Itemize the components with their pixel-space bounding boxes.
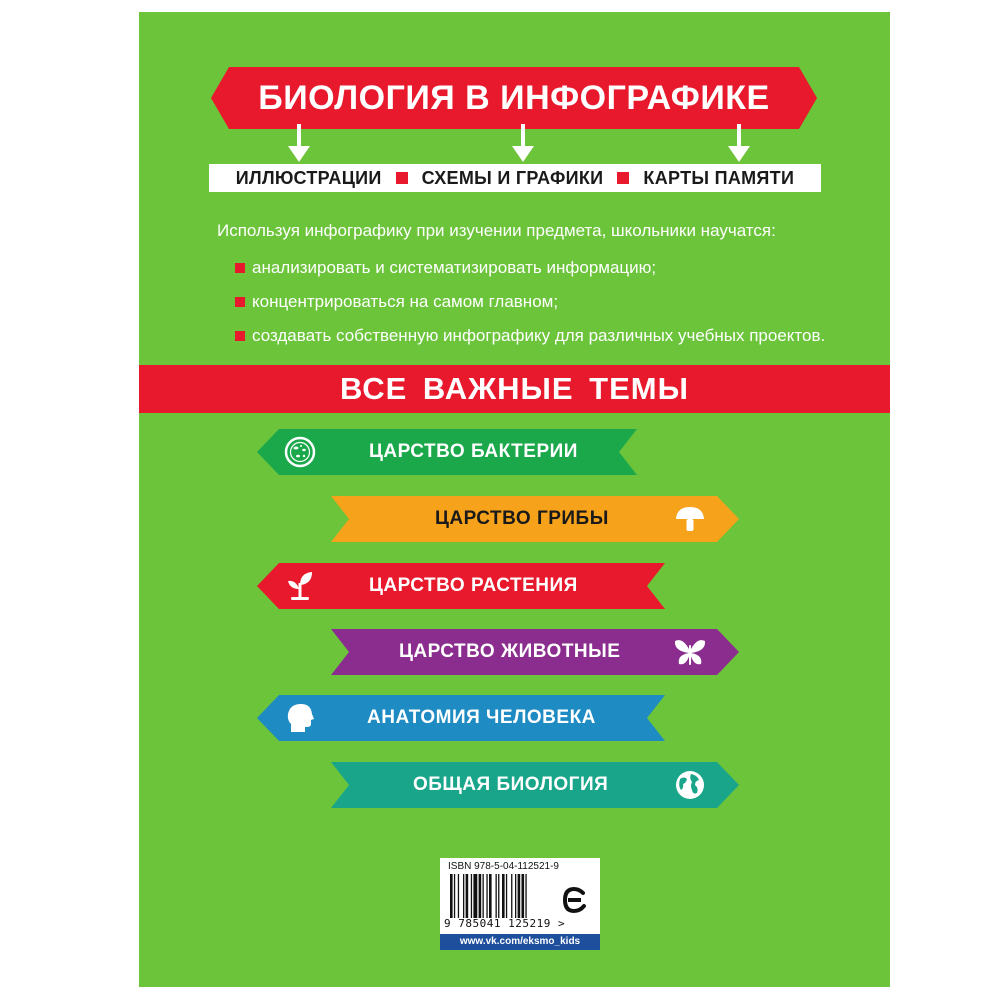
intro-text: Используя инфографику при изучении предмета, школьники научатся: xyxy=(217,221,776,240)
benefits-list xyxy=(235,257,875,359)
topic-ribbon-fungi xyxy=(331,496,739,542)
topic-label: ОБЩАЯ БИОЛОГИЯ xyxy=(413,774,609,795)
feature-separator xyxy=(396,172,408,184)
butterfly-icon xyxy=(671,633,709,671)
topic-ribbon-bacteria xyxy=(257,429,637,475)
list-item-text: создавать собственную инфографику для различных учебных проектов. xyxy=(252,326,826,345)
human-head-icon xyxy=(281,699,319,737)
vk-link[interactable]: www.vk.com/eksmo_kids xyxy=(440,934,600,950)
list-item xyxy=(235,325,875,347)
topic-label: ЦАРСТВО РАСТЕНИЯ xyxy=(369,575,578,596)
eksmo-logo-icon xyxy=(559,884,591,916)
sprout-icon xyxy=(281,567,319,605)
feature-illustrations: ИЛЛЮСТРАЦИИ xyxy=(235,167,382,188)
book-title: БИОЛОГИЯ В ИНФОГРАФИКЕ xyxy=(258,79,770,117)
feature-mind-maps: КАРТЫ ПАМЯТИ xyxy=(643,167,795,188)
title-banner xyxy=(211,67,817,129)
barcode-digits: 9 785041 125219 > xyxy=(444,917,566,930)
topic-label: ЦАРСТВО БАКТЕРИИ xyxy=(369,441,578,462)
down-arrow-icon xyxy=(287,124,311,164)
features-strip xyxy=(209,164,821,192)
down-arrow-icon xyxy=(511,124,535,164)
bullet-marker xyxy=(235,331,245,341)
globe-icon xyxy=(671,766,709,804)
mushroom-icon xyxy=(671,500,709,538)
topic-label: ЦАРСТВО ЖИВОТНЫЕ xyxy=(399,641,621,662)
barcode-icon xyxy=(450,874,556,918)
topic-ribbon-anatomy xyxy=(257,695,665,741)
topic-label: АНАТОМИЯ ЧЕЛОВЕКА xyxy=(367,707,596,728)
book-back-cover xyxy=(139,12,890,987)
topic-ribbon-animals xyxy=(331,629,739,675)
feature-schemes: СХЕМЫ И ГРАФИКИ xyxy=(421,167,604,188)
list-item-text: анализировать и систематизировать информацию; xyxy=(252,258,657,277)
topic-label: ЦАРСТВО ГРИБЫ xyxy=(435,508,609,529)
list-item-text: концентрироваться на самом главном; xyxy=(252,292,559,311)
topic-ribbon-plants xyxy=(257,563,665,609)
section-title: ВСЕ ВАЖНЫЕ ТЕМЫ xyxy=(340,371,689,406)
bacteria-icon xyxy=(281,433,319,471)
feature-separator xyxy=(617,172,629,184)
isbn-number: ISBN 978-5-04-112521-9 xyxy=(448,861,559,872)
section-bar xyxy=(139,365,890,413)
list-item xyxy=(235,257,875,279)
down-arrow-icon xyxy=(727,124,751,164)
topic-ribbon-general xyxy=(331,762,739,808)
list-item xyxy=(235,291,875,313)
bullet-marker xyxy=(235,263,245,273)
bullet-marker xyxy=(235,297,245,307)
